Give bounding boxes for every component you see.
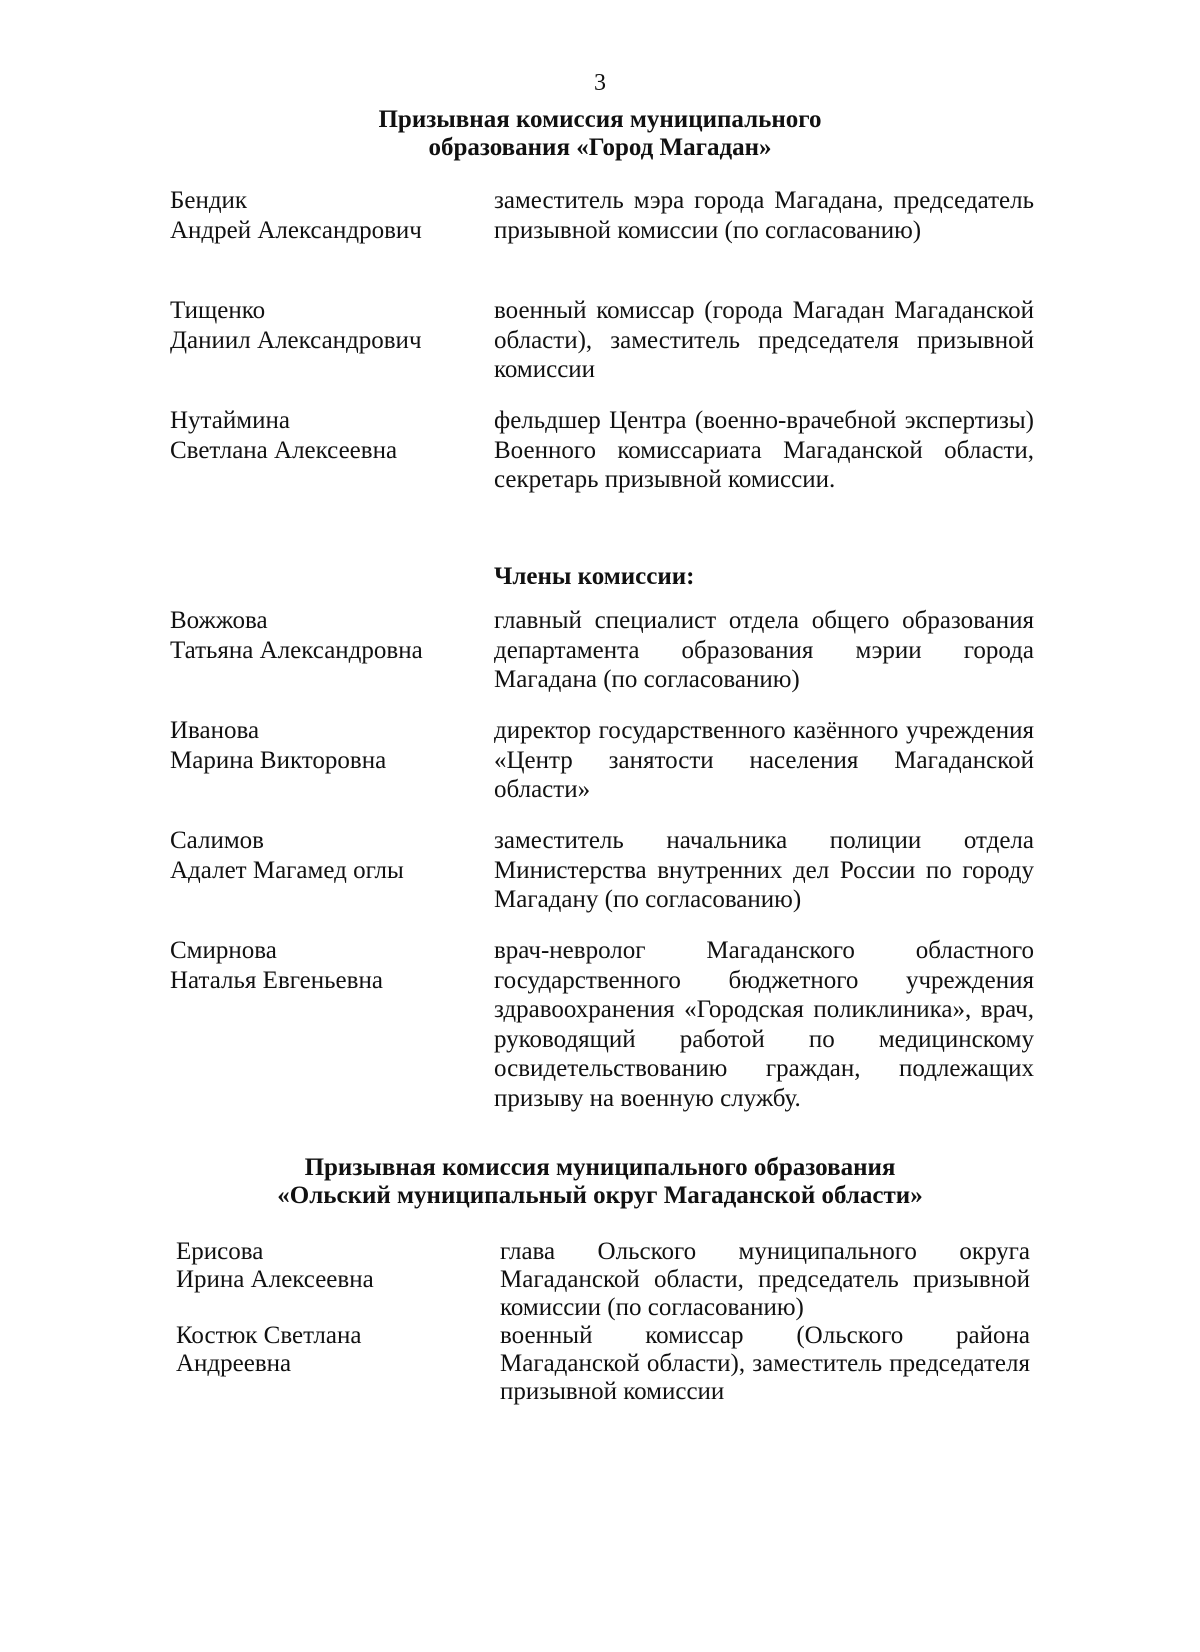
member-role: заместитель мэра города Магадана, председатель призывной комиссии (по согласованию) (494, 187, 1034, 244)
member-given-name: Даниил Александрович (170, 326, 422, 354)
member-name (170, 186, 470, 245)
section-title-line: «Ольский муниципальный округ Магаданской области» (277, 1182, 923, 1209)
members-heading: Члены комиссии: (494, 563, 695, 590)
member-given-name: Ирина Алексеевна (176, 1266, 374, 1293)
member-given-name: Андрей Александрович (170, 216, 422, 244)
member-given-name: Татьяна Александровна (170, 636, 423, 664)
member-name (170, 936, 470, 995)
section-heading-magadan (0, 106, 1200, 162)
member-given-name: Марина Викторовна (170, 746, 387, 774)
member-name (176, 1238, 476, 1294)
member-name (170, 716, 470, 775)
member-role: военный комиссар (города Магадан Магаданской области), заместитель председателя призывной комиссии (494, 297, 1034, 383)
member-role: директор государственного казённого учреждения «Центр занятости населения Магаданской области» (494, 717, 1034, 803)
member-role: военный комиссар (Ольского района Магаданской области), заместитель председателя призывной комиссии (500, 1322, 1030, 1405)
member-surname: Иванова (170, 717, 260, 744)
member-given-name: Адалет Магамед оглы (170, 856, 404, 884)
section-title-line: образования «Город Магадан» (428, 134, 772, 161)
member-surname: Вожжова (170, 607, 268, 634)
member-role: врач-невролог Магаданского областного государственного бюджетного учреждения здравоохранения «Городская поликлиника», врач, руководящий работой по медицинскому освидетельствованию граждан, подлежащих призыву на военную службу. (494, 937, 1034, 1112)
member-name (170, 606, 470, 665)
member-surname: Бендик (170, 187, 248, 214)
member-name (170, 826, 470, 885)
member-role: заместитель начальника полиции отдела Министерства внутренних дел России по городу Магадану (по согласованию) (494, 827, 1034, 913)
member-surname: Тищенко (170, 297, 266, 324)
member-name (170, 296, 470, 355)
page-number: 3 (594, 70, 606, 96)
member-name (170, 406, 470, 465)
member-surname: Нутаймина (170, 407, 290, 434)
member-surname: Смирнова (170, 937, 277, 964)
member-surname: Костюк Светлана (176, 1322, 362, 1349)
section-title-line: Призывная комиссия муниципального (378, 106, 822, 133)
member-given-name: Светлана Алексеевна (170, 436, 398, 464)
member-given-name: Андреевна (176, 1350, 292, 1377)
member-role: главный специалист отдела общего образования департамента образования мэрии города Магадана (по согласованию) (494, 607, 1034, 693)
section-title-line: Призывная комиссия муниципального образования (304, 1154, 896, 1181)
member-surname: Ерисова (176, 1238, 264, 1265)
section-heading-olsky (0, 1154, 1200, 1210)
member-name (176, 1322, 476, 1378)
member-given-name: Наталья Евгеньевна (170, 966, 383, 994)
member-role: фельдшер Центра (военно-врачебной экспертизы) Военного комиссариата Магаданской области, секретарь призывной комиссии. (494, 407, 1034, 493)
member-role: глава Ольского муниципального округа Магаданской области, председатель призывной комиссии (по согласованию) (500, 1238, 1030, 1321)
member-surname: Салимов (170, 827, 264, 854)
